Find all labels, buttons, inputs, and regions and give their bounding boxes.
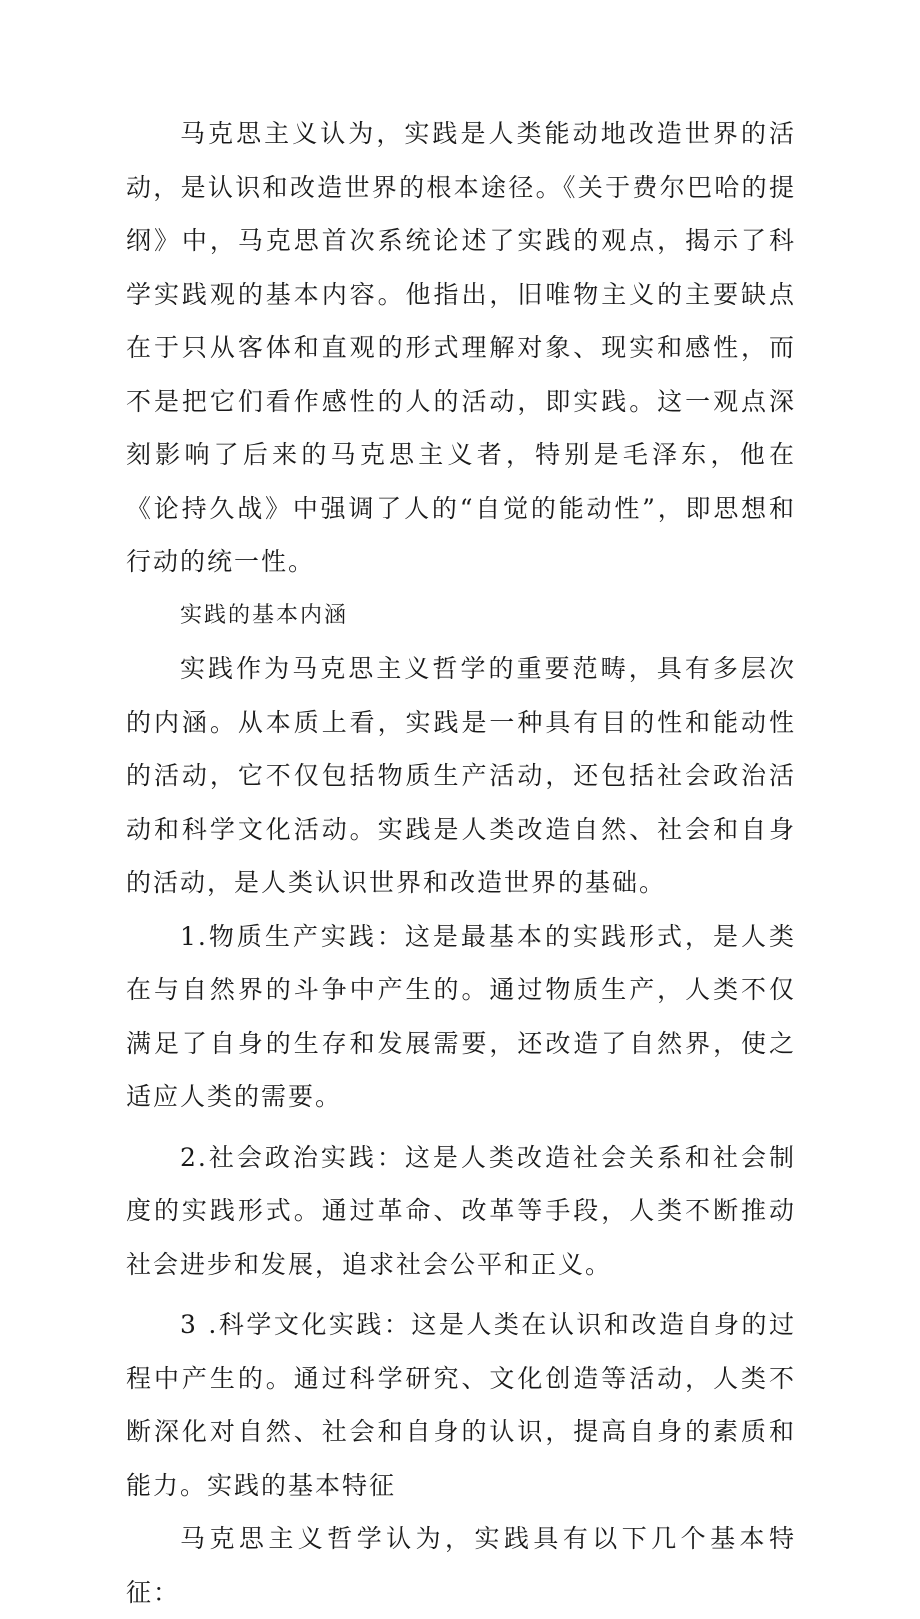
document-body <box>126 107 796 1619</box>
connotation-paragraph: 实践作为马克思主义哲学的重要范畴，具有多层次的内涵。从本质上看，实践是一种具有目的性和能动性的活动，它不仅包括物质生产活动，还包括社会政治活动和科学文化活动。实践是人类改造自然、社会和自身的活动，是人类认识世界和改造世界的基础。 <box>126 654 796 897</box>
list-item-science-culture: 3 .科学文化实践：这是人类在认识和改造自身的过程中产生的。通过科学研究、文化创造等活动，人类不断深化对自然、社会和自身的认识，提高自身的素质和能力。实践的基本特征 <box>126 1310 796 1500</box>
list-item-material-production: 1.物质生产实践：这是最基本的实践形式，是人类在与自然界的斗争中产生的。通过物质生产，人类不仅满足了自身的生存和发展需要，还改造了自然界，使之适应人类的需要。 <box>126 921 796 1111</box>
section-heading: 实践的基本内涵 <box>180 602 349 628</box>
intro-paragraph: 马克思主义认为，实践是人类能动地改造世界的活动，是认识和改造世界的根本途径。《关于费尔巴哈的提纲》中，马克思首次系统论述了实践的观点，揭示了科学实践观的基本内容。他指出，旧唯物主义的主要缺点在于只从客体和直观的形式理解对象、现实和感性，而不是把它们看作感性的人的活动，即实践。这一观点深刻影响了后来的马克思主义者，特别是毛泽东，他在《论持久战》中强调了人的“自觉的能动性”，即思想和行动的统一性。 <box>126 119 796 576</box>
features-intro-paragraph: 马克思主义哲学认为，实践具有以下几个基本特征： <box>126 1524 796 1607</box>
list-item-social-political: 2.社会政治实践：这是人类改造社会关系和社会制度的实践形式。通过革命、改革等手段，人类不断推动社会进步和发展，追求社会公平和正义。 <box>126 1142 796 1279</box>
